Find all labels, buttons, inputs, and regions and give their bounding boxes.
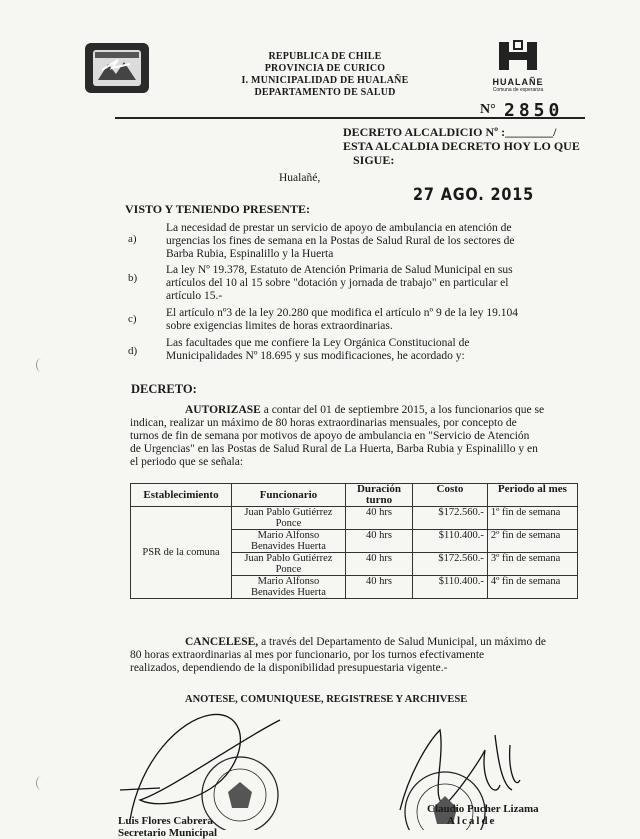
item-line: La ley Nº 19.378, Estatuto de Atención Primaria de Salud Municipal en sus <box>166 264 513 276</box>
funcionario-cell: Mario Alfonso Benavides Huerta <box>232 530 346 553</box>
letterhead-line-4: DEPARTAMENTO DE SALUD <box>254 87 396 98</box>
left-signature-stroke <box>130 714 280 820</box>
costo-cell: $172.560.- <box>413 553 488 576</box>
item-letter: c) <box>128 313 137 325</box>
item-line: artículo 15.- <box>166 290 223 302</box>
visto-heading: VISTO Y TENIENDO PRESENTE: <box>125 202 311 216</box>
right-signature-stroke <box>400 730 500 810</box>
signer-left-name: Luis Flores Cabrera <box>118 815 213 827</box>
signer-left-title: Secretario Municipal <box>118 827 218 839</box>
item-text <box>166 307 518 333</box>
item-line: Municipalidades Nº 18.695 y sus modificaciones, he acordado y: <box>166 350 465 362</box>
left-signature-stroke <box>120 788 160 790</box>
punch-hole-mark <box>36 776 47 790</box>
signer-right-name: Claudio Pucher Lizama <box>427 803 539 815</box>
closing-formula: ANOTESE, COMUNIQUESE, REGISTRESE Y ARCHIVESE <box>185 694 468 705</box>
item-letter: a) <box>128 233 137 245</box>
item-line: La necesidad de prestar un servicio de apoyo de ambulancia en atención de <box>166 222 512 234</box>
decree-title-line-2: ESTA ALCALDIA DECRETO HOY LO QUE <box>343 139 580 153</box>
letterhead-line-2: PROVINCIA DE CURICO <box>264 63 386 74</box>
header-cell: Periodo al mes <box>487 484 577 507</box>
item-text <box>166 222 515 261</box>
periodo-cell: 1º fin de semana <box>487 507 577 530</box>
item-line: Las facultades que me confiere la Ley Orgánica Constitucional de <box>166 337 470 349</box>
autorizase-line: turnos de fin de semana por motivos de apoyo de ambulancia en "Servicio de Atención <box>130 430 530 442</box>
place-text: Hualañé, <box>279 172 321 184</box>
periodo-cell: 4º fin de semana <box>487 576 577 599</box>
visto-item-a <box>128 222 578 264</box>
punch-hole-mark <box>36 358 47 372</box>
item-line: artículos del 10 al 15 sobre "dotación y jornada de trabajo" en particular el <box>166 277 509 289</box>
cancelese-line: realizados, dependiendo de la disponibilidad presupuestaria vigente.- <box>130 662 448 674</box>
header-cell: Costo <box>413 484 488 507</box>
funcionario-cell: Juan Pablo Gutiérrez Ponce <box>232 553 346 576</box>
visto-item-d <box>128 337 578 367</box>
costo-cell: $110.400.- <box>413 576 488 599</box>
municipal-coat-of-arms-icon <box>82 40 152 96</box>
logo-name: HUALAÑE <box>492 77 544 87</box>
logo-tagline: Comuna de esperanza <box>492 87 544 93</box>
duracion-cell: 40 hrs <box>345 507 412 530</box>
table-header-row <box>131 484 578 507</box>
autorizase-paragraph <box>130 404 576 469</box>
autorizase-line: de Urgencias" en las Postas de Salud Rural de La Huerta, Barba Rubia y Espinalillo y en <box>130 443 538 455</box>
item-letter: b) <box>128 272 138 284</box>
letterhead-line-3: I. MUNICIPALIDAD DE HUALAÑE <box>241 75 409 86</box>
periodo-cell: 3º fin de semana <box>487 553 577 576</box>
item-line: Barba Rubia, Espinalillo y la Huerta <box>166 248 334 260</box>
item-line: urgencias los fines de semana en la Postas de Salud Rural de los sectores de <box>166 235 515 247</box>
decree-title <box>343 125 580 167</box>
funcionario-cell: Mario Alfonso Benavides Huerta <box>232 576 346 599</box>
hualane-logo <box>486 40 550 93</box>
autorizase-word: AUTORIZASE <box>185 404 261 416</box>
right-signature-stroke <box>495 735 520 790</box>
cancelese-word: CANCELESE, <box>185 636 259 648</box>
header-cell: Duración turno <box>345 484 412 507</box>
decreto-heading: DECRETO: <box>131 382 197 396</box>
letterhead <box>225 51 425 99</box>
duracion-cell: 40 hrs <box>345 576 412 599</box>
signer-right-title: Alcalde <box>447 815 497 827</box>
costo-cell: $110.400.- <box>413 530 488 553</box>
cancelese-line: 80 horas extraordinarias al mes por funcionario, por los turnos efectivamente <box>130 649 485 661</box>
decree-title-line-1: DECRETO ALCALDICIO Nº :________/ <box>343 125 557 139</box>
item-line: sobre exigencias limites de horas extraordinarias. <box>166 320 393 332</box>
letterhead-line-1: REPUBLICA DE CHILE <box>268 51 382 62</box>
date-stamp: 27 AGO. 2015 <box>413 185 535 205</box>
costo-cell: $172.560.- <box>413 507 488 530</box>
visto-list <box>128 222 578 367</box>
autorizase-line: indican, realizar un máximo de 80 horas extraordinarias mensuales, por concepto de <box>130 417 517 429</box>
periodo-cell: 2º fin de semana <box>487 530 577 553</box>
visto-item-c <box>128 307 578 337</box>
header-cell: Establecimiento <box>131 484 232 507</box>
cancelese-paragraph <box>130 636 576 675</box>
item-letter: d) <box>128 345 138 357</box>
autorizase-line: el periodo que se señala: <box>130 456 244 468</box>
duracion-cell: 40 hrs <box>345 553 412 576</box>
shifts-table <box>130 483 578 599</box>
item-text <box>166 264 513 303</box>
hualane-h-logo-icon <box>495 40 541 72</box>
autorizase-line: a contar del 01 de septiembre 2015, a los funcionarios que se <box>263 404 545 416</box>
cancelese-line: a través del Departamento de Salud Municipal, un máximo de <box>261 636 546 648</box>
funcionario-cell: Juan Pablo Gutiérrez Ponce <box>232 507 346 530</box>
decree-title-line-3: SIGUE: <box>353 153 395 167</box>
establecimiento-cell: PSR de la comuna <box>131 507 232 599</box>
decree-number-prefix: N° <box>480 102 496 117</box>
item-text <box>166 337 469 363</box>
header-cell: Funcionario <box>232 484 346 507</box>
item-line: El artículo nº3 de la ley 20.280 que modifica el artículo nº 9 de la ley 19.104 <box>166 307 519 319</box>
duracion-cell: 40 hrs <box>345 530 412 553</box>
left-seal-emblem-icon <box>228 782 252 808</box>
table-row <box>131 507 578 530</box>
decree-number-stamp: 2850 <box>504 100 564 121</box>
visto-item-b <box>128 264 578 307</box>
